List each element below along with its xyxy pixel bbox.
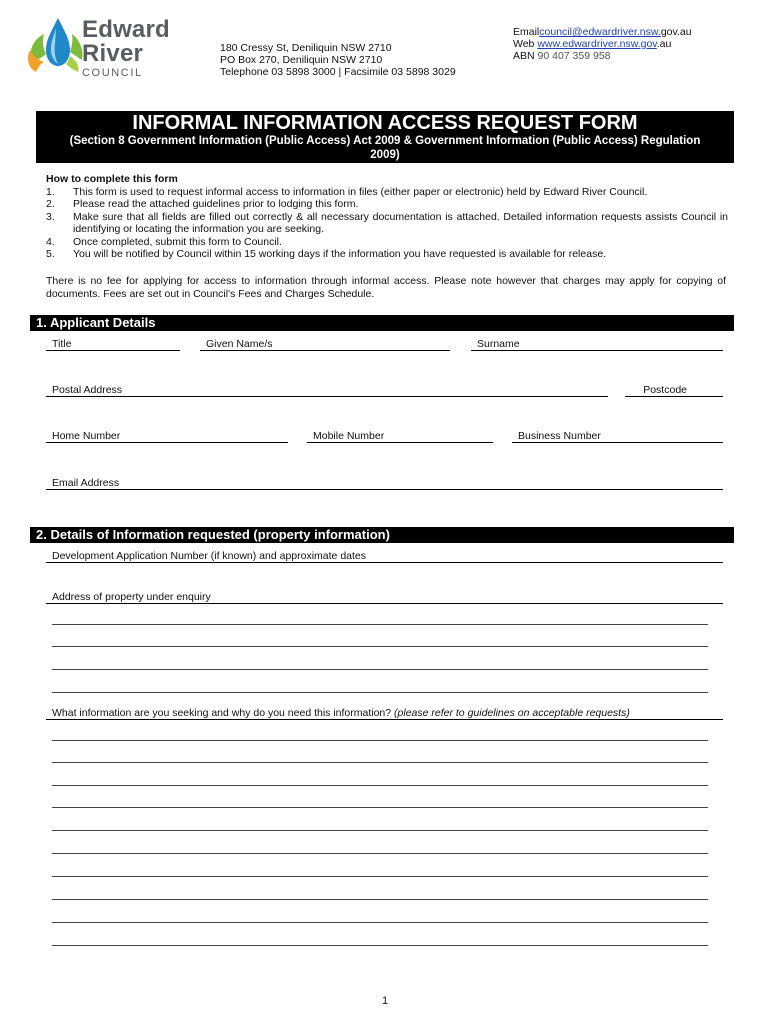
postal-address-field[interactable] xyxy=(46,384,608,397)
given-names-field[interactable] xyxy=(200,338,450,351)
instruction-text: Once completed, submit this form to Council. xyxy=(73,235,282,248)
email-tail: gov.au xyxy=(660,26,692,38)
abn-line xyxy=(513,50,692,62)
title-field[interactable] xyxy=(46,338,180,351)
web-tail: .au xyxy=(656,38,672,50)
instruction-text: You will be notified by Council within 15 working days if the information you have requested is available for release. xyxy=(73,248,607,260)
section-applicant-details-header: 1. Applicant Details xyxy=(30,315,734,331)
instruction-number: 3. xyxy=(46,210,55,223)
given-names-field-label: Given Name/s xyxy=(206,338,273,350)
home-number-field[interactable] xyxy=(46,430,288,443)
section-information-requested-header: 2. Details of Information requested (property information) xyxy=(30,527,734,543)
postcode-field[interactable] xyxy=(625,384,723,397)
instruction-item xyxy=(46,236,728,249)
writing-line[interactable] xyxy=(52,945,708,946)
instruction-text: This form is used to request informal access to information in files (either paper or electronic) held by Edward River Council. xyxy=(73,185,648,198)
business-number-field[interactable] xyxy=(512,430,723,443)
instruction-number: 5. xyxy=(46,248,55,260)
surname-field[interactable] xyxy=(471,338,723,351)
logo-icon xyxy=(26,14,86,76)
writing-line[interactable] xyxy=(52,876,708,877)
mobile-number-field-label: Mobile Number xyxy=(313,430,385,442)
instructions-heading: How to complete this form xyxy=(46,173,178,185)
instruction-item xyxy=(46,211,728,236)
web-label: Web xyxy=(513,38,538,50)
instruction-number: 1. xyxy=(46,185,55,198)
instruction-item xyxy=(46,248,728,261)
information-sought-field[interactable] xyxy=(46,707,723,720)
form-subtitle: (Section 8 Government Information (Public Access) Act 2009 & Government Information (Public Access) Regulation 2009) xyxy=(69,135,701,161)
surname-field-label: Surname xyxy=(477,338,520,350)
form-title: INFORMAL INFORMATION ACCESS REQUEST FORM xyxy=(132,112,638,134)
development-application-field-label: Development Application Number (if known) and approximate dates xyxy=(52,550,367,562)
mobile-number-field[interactable] xyxy=(307,430,493,443)
information-sought-note: (please refer to guidelines on acceptable requests) xyxy=(394,707,630,719)
council-contact xyxy=(513,26,692,62)
web-link[interactable]: www.edwardriver.nsw.gov xyxy=(537,38,657,50)
writing-line[interactable] xyxy=(52,785,708,786)
writing-line[interactable] xyxy=(52,669,708,670)
postal-address-field-label: Postal Address xyxy=(52,384,123,396)
property-address-field-label: Address of property under enquiry xyxy=(52,591,211,603)
instructions xyxy=(46,173,728,261)
abn-label: ABN xyxy=(513,50,538,62)
logo-name-line1: Edward xyxy=(82,16,170,43)
logo-name-line2: River xyxy=(82,40,144,67)
logo-name-line3: COUNCIL xyxy=(82,67,143,79)
instruction-text: Make sure that all fields are filled out correctly & all necessary documentation is attached. Detailed information requests assists Council in identifying or locating the information you are seeking. xyxy=(73,210,728,235)
web-line xyxy=(513,38,692,50)
email-address-field-label: Email Address xyxy=(52,477,120,489)
writing-line[interactable] xyxy=(52,646,708,647)
writing-line[interactable] xyxy=(52,830,708,831)
writing-line[interactable] xyxy=(52,740,708,741)
title-field-label: Title xyxy=(52,338,72,350)
writing-line[interactable] xyxy=(52,807,708,808)
instruction-text: Please read the attached guidelines prior to lodging this form. xyxy=(73,198,359,210)
business-number-field-label: Business Number xyxy=(518,430,601,442)
email-address-field[interactable] xyxy=(46,477,723,490)
writing-line[interactable] xyxy=(52,922,708,923)
email-line xyxy=(513,26,692,38)
address-line1: 180 Cressy St, Deniliquin NSW 2710 xyxy=(220,42,392,54)
instructions-list xyxy=(46,186,728,261)
email-link[interactable]: council@edwardriver.nsw. xyxy=(539,26,661,38)
form-title-bar xyxy=(36,111,734,163)
abn-value: 90 407 359 958 xyxy=(537,50,611,62)
postcode-field-label: Postcode xyxy=(643,384,687,396)
email-label: Email xyxy=(513,26,540,38)
instruction-number: 4. xyxy=(46,235,55,248)
instruction-item xyxy=(46,198,728,211)
property-address-field[interactable] xyxy=(46,591,723,604)
council-address xyxy=(220,42,456,78)
address-line3: Telephone 03 5898 3000 | Facsimile 03 5898 3029 xyxy=(220,66,456,78)
logo-wordmark xyxy=(82,18,170,79)
fee-note: There is no fee for applying for access to information through informal access. Please note however that charges may apply for copying of documents. Fees are set out in Council's Fees and Charges Schedule. xyxy=(46,275,726,300)
instruction-item xyxy=(46,186,728,199)
writing-line[interactable] xyxy=(52,692,708,693)
information-sought-label: What information are you seeking and why do you need this information? xyxy=(52,707,395,719)
writing-line[interactable] xyxy=(52,762,708,763)
home-number-field-label: Home Number xyxy=(52,430,121,442)
page-number: 1 xyxy=(381,995,389,1007)
writing-line[interactable] xyxy=(52,624,708,625)
instruction-number: 2. xyxy=(46,198,55,210)
writing-line[interactable] xyxy=(52,899,708,900)
writing-line[interactable] xyxy=(52,853,708,854)
address-line2: PO Box 270, Deniliquin NSW 2710 xyxy=(220,54,383,66)
development-application-field[interactable] xyxy=(46,550,723,563)
